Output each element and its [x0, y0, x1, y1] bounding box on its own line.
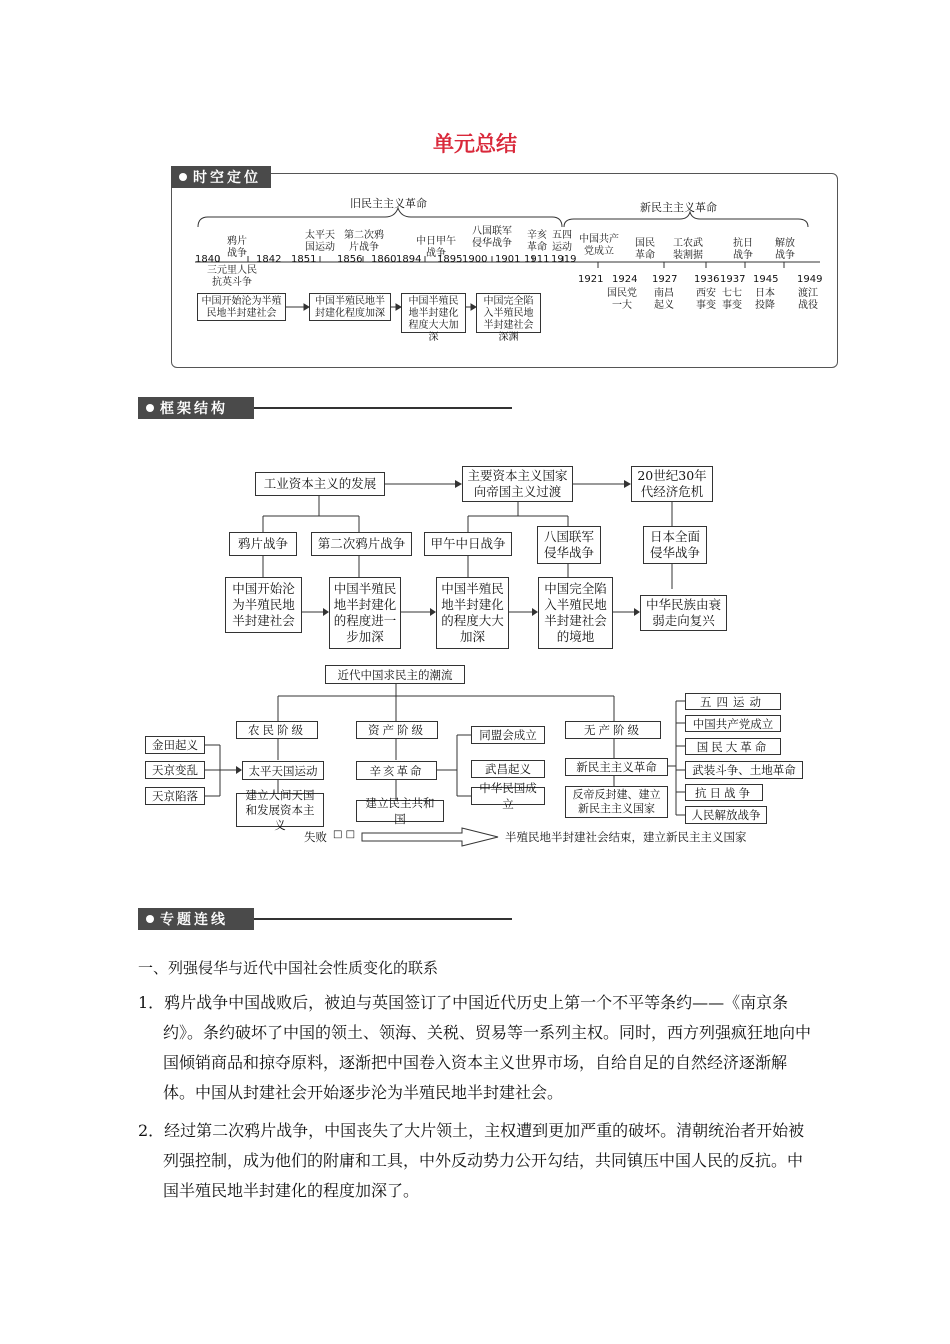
- result-label: 半殖民地半封建社会结束，建立新民主主义国家: [505, 830, 747, 844]
- box-opium-war: 鸦片战争: [229, 532, 297, 556]
- box-state-5: 中华民族由衰弱走向复兴: [640, 595, 727, 631]
- box-land-revolution: 武装斗争、土地革命: [685, 761, 803, 779]
- year-1860: 1860: [371, 254, 397, 265]
- event-baguo: 八国联军侵华战争: [472, 226, 512, 249]
- stage-box-3: 中国半殖民地半封建化程度大大加深: [401, 293, 466, 333]
- event-ccp-founded: 中国共产党成立: [579, 234, 619, 257]
- section-head-topic: 专题连线: [138, 908, 254, 930]
- box-liberation-war: 人民解放战争: [685, 806, 767, 824]
- event-nanchang: 南昌起义: [654, 288, 674, 311]
- year-1924: 1924: [612, 274, 638, 285]
- section-head-timeline: 时空定位: [171, 166, 271, 188]
- topic-paragraph-2: 2．经过第二次鸦片战争，中国丧失了大片领土，主权遭到更加严重的破坏。清朝统治者开始被列强控制，成为他们的附庸和工具，中外反动势力公开勾结，共同镇压中国人民的反抗。中国半殖民地半封建化的程度加深了。: [138, 1121, 805, 1200]
- box-japan-invasion: 日本全面侵华战争: [643, 526, 707, 564]
- year-1856: 1856: [337, 254, 363, 265]
- fail-label: 失败: [304, 830, 327, 844]
- box-imperialism-transition: 主要资本主义国家向帝国主义过渡: [462, 466, 573, 502]
- box-taiping-movement: 太平天国运动: [242, 761, 324, 780]
- year-1900: 1900: [462, 254, 488, 265]
- year-1921: 1921: [578, 274, 604, 285]
- box-ccp-founded: 中国共产党成立: [685, 715, 781, 732]
- year-1927: 1927: [652, 274, 678, 285]
- label-new-revolution: 新民主主义革命: [640, 201, 717, 214]
- event-july-seventh: 七七事变: [722, 288, 742, 311]
- box-democracy-trend: 近代中国求民主的潮流: [325, 665, 465, 684]
- event-liberation: 解放战争: [775, 238, 795, 261]
- page-title: 单元总结: [433, 132, 517, 156]
- year-1895: 1895: [437, 254, 463, 265]
- event-xian-incident: 西安事变: [696, 288, 716, 311]
- box-jiawu-war: 甲午中日战争: [424, 532, 512, 556]
- year-1840: 1840: [195, 254, 221, 265]
- event-sanyuanli: 三元里人民抗英斗争: [207, 265, 257, 288]
- event-anti-japan: 抗日战争: [733, 238, 753, 261]
- year-1945: 1945: [753, 274, 779, 285]
- event-kmt-congress: 国民党一大: [607, 288, 637, 311]
- event-xinhai: 辛亥革命: [527, 230, 547, 253]
- box-jintian-uprising: 金田起义: [145, 736, 205, 754]
- box-great-revolution: 国民大革命: [685, 738, 781, 755]
- event-opium-war-2: 第二次鸦片战争: [344, 230, 384, 253]
- box-state-3: 中国半殖民地半封建化的程度大大加深: [436, 577, 509, 649]
- year-1901: 1901: [495, 254, 521, 265]
- box-tianjing-turmoil: 天京变乱: [145, 761, 205, 779]
- box-tongmenghui: 同盟会成立: [471, 726, 545, 744]
- event-armed-regime: 工农武装割据: [673, 238, 703, 261]
- event-opium-war: 鸦片战争: [227, 236, 247, 259]
- box-peasant-class: 农民阶级: [236, 721, 318, 739]
- box-roc-founded: 中华民国成立: [471, 787, 545, 805]
- box-new-democratic-revolution: 新民主主义革命: [565, 758, 668, 776]
- stage-box-1: 中国开始沦为半殖民地半封建社会: [197, 293, 286, 321]
- box-republic: 建立民主共和国: [356, 800, 444, 822]
- stage-box-2: 中国半殖民地半封建化程度加深: [309, 293, 391, 321]
- topic-paragraph-1: 1．鸦片战争中国战败后，被迫与英国签订了中国近代历史上第一个不平等条约——《南京条约》。条约破坏了中国的领土、领海、关税、贸易等一系列主权。同时，西方列强疯狂地向中国倾销商品和掠夺原料，逐渐把中国卷入资本主义世界市场，自给自足的自然经济逐渐解体。中国从封建社会开始逐步沦为半殖民地半封建社会。: [138, 993, 812, 1102]
- box-new-democratic-goal: 反帝反封建、建立新民主主义国家: [565, 786, 668, 818]
- year-1842: 1842: [256, 254, 282, 265]
- year-1949: 1949: [797, 274, 823, 285]
- box-wuchang-uprising: 武昌起义: [471, 760, 545, 778]
- event-taiping: 太平天国运动: [305, 230, 335, 253]
- box-state-1: 中国开始沦为半殖民地半封建社会: [225, 577, 302, 633]
- box-state-4: 中国完全陷入半殖民地半封建社会的境地: [538, 577, 613, 649]
- event-jiawu: 中日甲午战争: [416, 236, 456, 259]
- box-may-fourth: 五四运动: [685, 693, 781, 710]
- box-bourgeois-class: 资产阶级: [356, 721, 438, 739]
- event-yangtze-crossing: 渡江战役: [798, 288, 818, 311]
- box-state-2: 中国半殖民地半封建化的程度进一步加深: [329, 577, 401, 649]
- year-1919: 1919: [551, 254, 577, 265]
- box-opium-war-2: 第二次鸦片战争: [311, 532, 412, 556]
- section-rule: [254, 918, 512, 920]
- box-industrial-capitalism: 工业资本主义的发展: [255, 472, 385, 496]
- box-tianjing-fall: 天京陷落: [145, 787, 205, 805]
- fail-marks: □ □: [333, 829, 356, 840]
- year-1911: 1911: [524, 254, 550, 265]
- box-taiping-goal: 建立人间天国和发展资本主义: [236, 793, 324, 827]
- bullet-icon: [146, 915, 154, 923]
- stage-box-4: 中国完全陷入半殖民地半封建社会深渊: [476, 293, 541, 333]
- year-1851: 1851: [291, 254, 317, 265]
- box-proletariat-class: 无产阶级: [565, 721, 661, 739]
- topic-heading: 一、列强侵华与近代中国社会性质变化的联系: [138, 959, 439, 977]
- box-economic-crisis: 20世纪30年代经济危机: [631, 466, 713, 502]
- year-1937: 1937: [720, 274, 746, 285]
- box-xinhai-revolution: 辛亥革命: [356, 761, 437, 780]
- year-1936: 1936: [694, 274, 720, 285]
- event-may-fourth: 五四运动: [552, 230, 572, 253]
- label-old-revolution: 旧民主主义革命: [350, 197, 427, 210]
- box-baguo-war: 八国联军侵华战争: [537, 526, 601, 564]
- box-anti-japan-war: 抗日战争: [685, 784, 763, 801]
- event-japan-surrender: 日本投降: [755, 288, 775, 311]
- year-1894: 1894: [396, 254, 422, 265]
- section-head-framework: 框架结构: [138, 397, 254, 419]
- event-national-revolution: 国民革命: [635, 238, 655, 261]
